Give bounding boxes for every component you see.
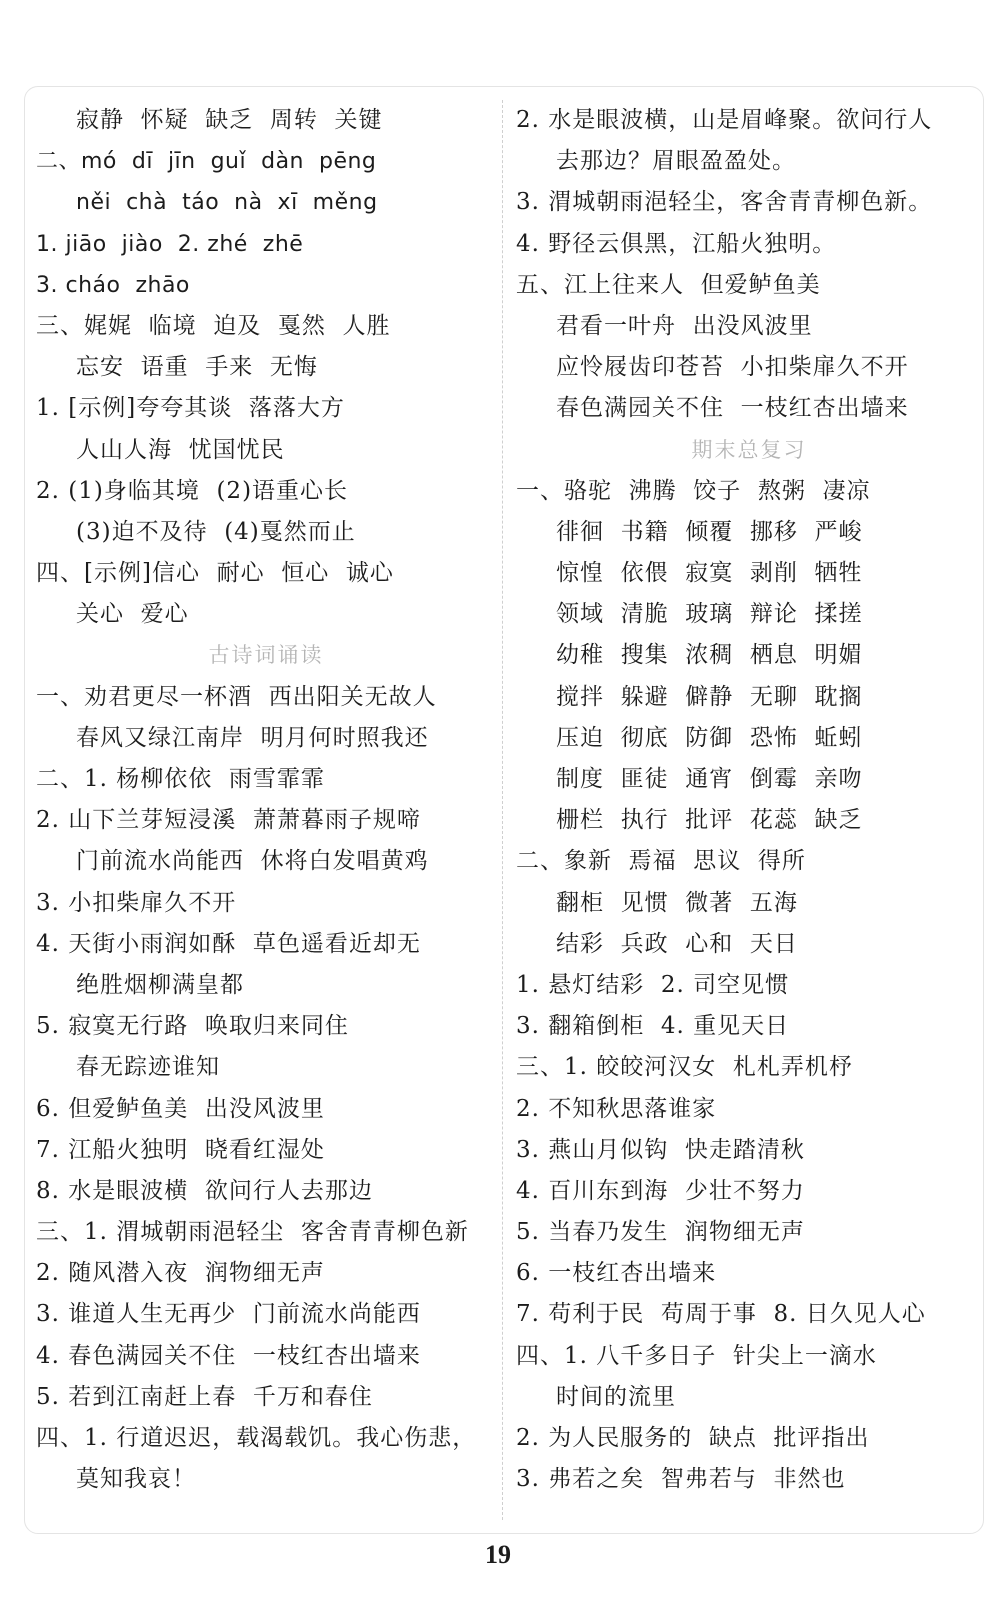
answer-line: 3. cháo zhāo bbox=[36, 272, 190, 298]
answer-line: 1. 悬灯结彩 2. 司空见惯 bbox=[516, 971, 790, 998]
answer-line: 2. 为人民服务的 缺点 批评指出 bbox=[516, 1425, 870, 1451]
left-column bbox=[36, 100, 496, 1500]
answer-line: 6. 但爱鲈鱼美 出没风波里 bbox=[36, 1095, 325, 1122]
answer-line: 二、1. 杨柳依依 雨雪霏霏 bbox=[36, 766, 325, 792]
answer-line: 四、[示例]信心 耐心 恒心 诚心 bbox=[36, 560, 394, 587]
answer-line: 1. jiāo jiào 2. zhé zhē bbox=[36, 231, 304, 257]
answer-line: 5. 若到江南赶上春 千万和春住 bbox=[36, 1383, 373, 1410]
answer-line: 压迫 彻底 防御 恐怖 蚯蚓 bbox=[556, 724, 863, 751]
answer-line: 去那边？眉眼盈盈处。 bbox=[556, 148, 796, 175]
answer-line: 4. 百川东到海 少壮不努力 bbox=[516, 1177, 805, 1204]
answer-line: 4. 春色满园关不住 一枝红杏出墙来 bbox=[36, 1342, 421, 1369]
page-number: 19 bbox=[485, 1540, 511, 1569]
answer-line: 3. 渭城朝雨浥轻尘，客舍青青柳色新。 bbox=[516, 189, 933, 216]
answer-line: 春风又绿江南岸 明月何时照我还 bbox=[76, 724, 429, 751]
answer-line: 寂静 怀疑 缺乏 周转 关键 bbox=[76, 107, 383, 133]
answer-line: 3. 弗若之矣 智弗若与 非然也 bbox=[516, 1466, 846, 1493]
answer-line: 关心 爱心 bbox=[76, 601, 189, 628]
answer-line: 7. 江船火独明 晓看红湿处 bbox=[36, 1136, 325, 1163]
answer-line: 春无踪迹谁知 bbox=[76, 1054, 220, 1081]
answer-line: 4. 天街小雨润如酥 草色遥看近却无 bbox=[36, 930, 421, 957]
answer-line: 二、mó dī jīn guǐ dàn pēng bbox=[36, 149, 377, 175]
answer-line: 五、江上往来人 但爱鲈鱼美 bbox=[516, 271, 821, 298]
answer-line: 8. 水是眼波横 欲问行人去那边 bbox=[36, 1177, 373, 1204]
right-column bbox=[516, 100, 982, 1500]
answer-line: 5. 寂寞无行路 唤取归来同住 bbox=[36, 1013, 349, 1040]
answer-line: 四、1. 行道迟迟，载渴载饥。我心伤悲， bbox=[36, 1425, 477, 1451]
section-heading: 期末总复习 bbox=[691, 437, 807, 462]
section-heading: 古诗词诵读 bbox=[208, 643, 324, 668]
answer-line: 三、1. 渭城朝雨浥轻尘 客舍青青柳色新 bbox=[36, 1219, 469, 1246]
answer-line: 一、劝君更尽一杯酒 西出阳关无故人 bbox=[36, 683, 437, 710]
answer-line: 6. 一枝红杏出墙来 bbox=[516, 1260, 717, 1287]
answer-line: 一、骆驼 沸腾 饺子 熬粥 凄凉 bbox=[516, 477, 871, 504]
answer-line: 三、1. 皎皎河汉女 札札弄机杼 bbox=[516, 1054, 853, 1081]
answer-line: (3)迫不及待 (4)戛然而止 bbox=[76, 518, 356, 545]
answer-line: 5. 当春乃发生 润物细无声 bbox=[516, 1219, 805, 1246]
answer-line: 栅栏 执行 批评 花蕊 缺乏 bbox=[556, 807, 863, 834]
answer-line: 翻柜 见惯 微著 五海 bbox=[556, 889, 798, 916]
answer-line: 忘安 语重 手来 无悔 bbox=[76, 354, 318, 381]
answer-line: 二、象新 焉福 思议 得所 bbox=[516, 848, 806, 875]
answer-line: 4. 野径云俱黑，江船火独明。 bbox=[516, 230, 837, 257]
answer-line: 3. 谁道人生无再少 门前流水尚能西 bbox=[36, 1301, 421, 1328]
answer-line: 君看一叶舟 出没风波里 bbox=[556, 312, 813, 339]
answer-line: 3. 小扣柴扉久不开 bbox=[36, 889, 237, 916]
answer-line: 3. 燕山月似钩 快走踏清秋 bbox=[516, 1136, 805, 1163]
answer-line: 绝胜烟柳满皇都 bbox=[76, 971, 244, 998]
answer-line: 莫知我哀！ bbox=[76, 1466, 196, 1493]
answer-line: 幼稚 搜集 浓稠 栖息 明媚 bbox=[556, 642, 863, 669]
column-divider bbox=[502, 100, 503, 1520]
answer-line: 四、1. 八千多日子 针尖上一滴水 bbox=[516, 1342, 877, 1369]
answer-line: 2. 随风潜入夜 润物细无声 bbox=[36, 1260, 325, 1287]
answer-line: něi chà táo nà xī měng bbox=[76, 190, 378, 216]
answer-line: 领域 清脆 玻璃 辩论 揉搓 bbox=[556, 601, 863, 628]
answer-line: 三、娓娓 临境 迫及 戛然 人胜 bbox=[36, 312, 391, 339]
answer-line: 2. 山下兰芽短浸溪 萧萧暮雨子规啼 bbox=[36, 807, 421, 834]
answer-line: 时间的流里 bbox=[556, 1383, 676, 1410]
answer-line: 徘徊 书籍 倾覆 挪移 严峻 bbox=[556, 518, 863, 545]
answer-line: 应怜屐齿印苍苔 小扣柴扉久不开 bbox=[556, 354, 909, 381]
answer-line: 2. 水是眼波横，山是眉峰聚。欲问行人 bbox=[516, 107, 933, 133]
answer-line: 人山人海 忧国忧民 bbox=[76, 436, 285, 463]
answer-line: 7. 苟利于民 苟周于事 8. 日久见人心 bbox=[516, 1301, 926, 1328]
answer-line: 2. 不知秋思落谁家 bbox=[516, 1095, 717, 1122]
answer-line: 2. (1)身临其境 (2)语重心长 bbox=[36, 477, 349, 504]
answer-line: 制度 匪徒 通宵 倒霉 亲吻 bbox=[556, 766, 863, 792]
answer-line: 结彩 兵政 心和 天日 bbox=[556, 930, 798, 957]
answer-line: 1. [示例]夸夸其谈 落落大方 bbox=[36, 395, 345, 422]
answer-line: 春色满园关不住 一枝红杏出墙来 bbox=[556, 395, 909, 422]
answer-line: 门前流水尚能西 休将白发唱黄鸡 bbox=[76, 848, 429, 875]
answer-line: 惊惶 依偎 寂寞 剥削 牺牲 bbox=[556, 560, 863, 587]
answer-line: 3. 翻箱倒柜 4. 重见天日 bbox=[516, 1013, 790, 1040]
answer-line: 搅拌 躲避 僻静 无聊 耽搁 bbox=[556, 683, 863, 710]
